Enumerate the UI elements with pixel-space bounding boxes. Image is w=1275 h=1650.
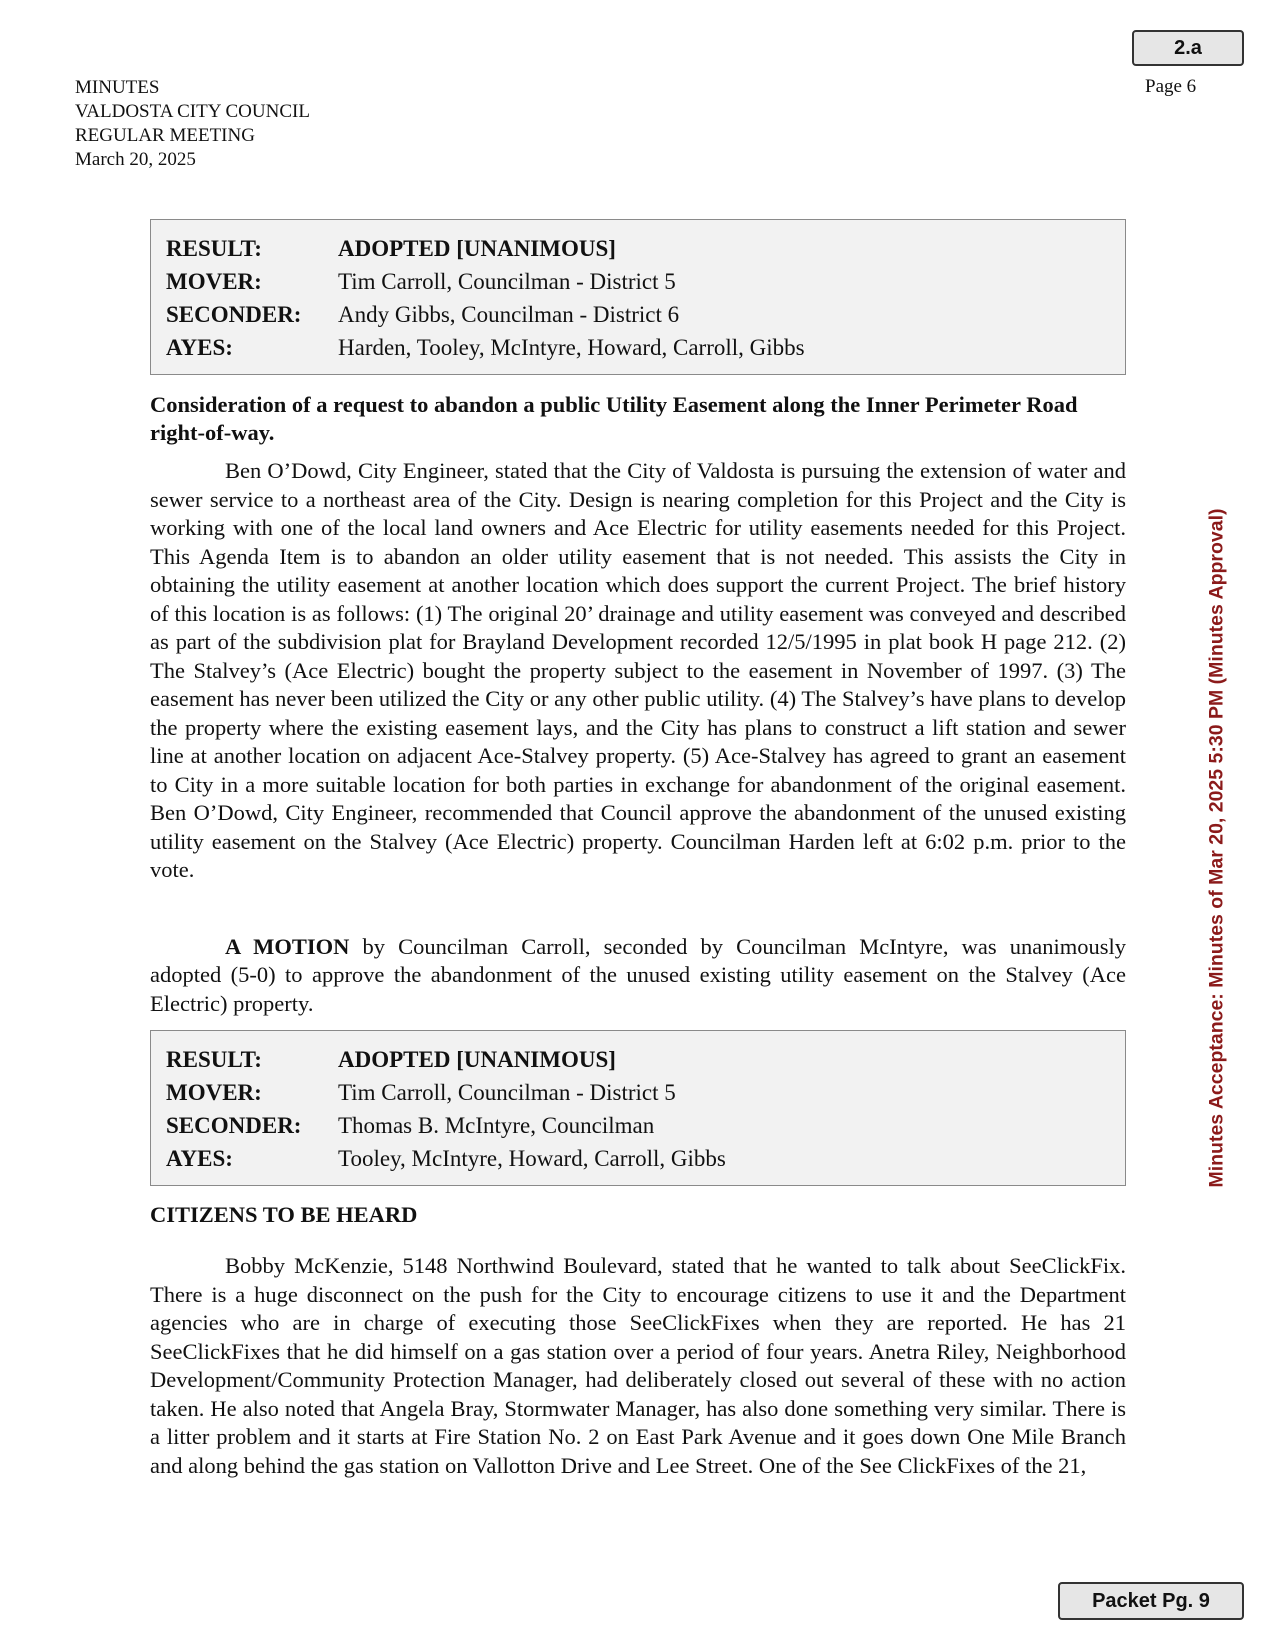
seconder-label: SECONDER: bbox=[166, 1113, 302, 1138]
vote-row-result bbox=[166, 1043, 1110, 1076]
motion-lead: A MOTION bbox=[225, 933, 350, 959]
item-discussion-paragraph: Ben O’Dowd, City Engineer, stated that the City of Valdosta is pursuing the extension of water and sewer service to a northeast area of the City. Design is nearing completion for this Project and the City is working with one of the local land owners and Ace Electric for utility easements needed for this Project. This Agenda Item is to abandon an older utility easement that is not needed. This assists the City in obtaining the utility easement at another location which does support the current Project. The brief history of this location is as follows: (1) The original 20’ drainage and utility easement was conveyed and described as part of the subdivision plat for Brayland Development recorded 12/5/1995 in plat book H page 212. (2) The Stalvey’s (Ace Electric) bought the property subject to the easement in November of 1997. (3) The easement has never been utilized the City or any other public utility. (4) The Stalvey’s have plans to develop the property where the existing easement lays, and the City has plans to construct a lift station and sewer line at another location on adjacent Ace-Stalvey property. (5) Ace-Stalvey has agreed to grant an easement to City in a more suitable location for both parties in exchange for abandonment of the original easement. Ben O’Dowd, City Engineer, recommended that Council approve the abandonment of the unused existing utility easement on the Stalvey (Ace Electric) property. Councilman Harden left at 6:02 p.m. prior to the vote. bbox=[150, 458, 1126, 882]
vote-row-result bbox=[166, 232, 1110, 265]
ayes-label: AYES: bbox=[166, 335, 233, 360]
seconder-value: Andy Gibbs, Councilman - District 6 bbox=[338, 302, 680, 327]
result-value: ADOPTED [UNANIMOUS] bbox=[338, 1047, 616, 1072]
header-line-council: VALDOSTA CITY COUNCIL bbox=[75, 101, 310, 122]
ayes-value: Harden, Tooley, McIntyre, Howard, Carroll, Gibbs bbox=[338, 335, 805, 360]
packet-page-label: Packet Pg. 9 bbox=[1058, 1582, 1244, 1620]
agenda-item-tag: 2.a bbox=[1132, 30, 1244, 66]
page-number: Page 6 bbox=[1145, 76, 1197, 97]
ayes-value: Tooley, McIntyre, Howard, Carroll, Gibbs bbox=[338, 1146, 726, 1171]
mover-label: MOVER: bbox=[166, 1080, 262, 1105]
mover-value: Tim Carroll, Councilman - District 5 bbox=[338, 269, 676, 294]
result-value: ADOPTED [UNANIMOUS] bbox=[338, 236, 616, 261]
seconder-label: SECONDER: bbox=[166, 302, 302, 327]
vote-row-mover bbox=[166, 1076, 1110, 1109]
side-banner: Minutes Acceptance: Minutes of Mar 20, 2025 5:30 PM (Minutes Approval) bbox=[1205, 508, 1228, 1188]
agenda-item-title: Consideration of a request to abandon a public Utility Easement along the Inner Perimeter Road right-of-way. bbox=[150, 392, 1078, 445]
header-date: March 20, 2025 bbox=[75, 149, 196, 170]
vote-row-ayes bbox=[166, 1142, 1110, 1175]
result-label: RESULT: bbox=[166, 236, 262, 261]
vote-row-seconder bbox=[166, 1109, 1110, 1142]
motion-paragraph bbox=[150, 933, 1126, 1019]
motion-text: by Councilman Carroll, seconded by Councilman McIntyre, was unanimously adopted (5-0) to approve the abandonment of the unused existing utility easement on the Stalvey (Ace Electric) property. bbox=[150, 933, 1126, 1016]
vote-result-box bbox=[150, 1030, 1126, 1186]
document-body bbox=[150, 219, 1126, 1480]
seconder-value: Thomas B. McIntyre, Councilman bbox=[338, 1113, 655, 1138]
citizens-paragraph: Bobby McKenzie, 5148 Northwind Boulevard, stated that he wanted to talk about SeeClickFix. There is a huge disconnect on the push for the City to encourage citizens to use it and the Department agencies who are in charge of executing those SeeClickFixes when they are reported. He has 21 SeeClickFixes that he did himself on a gas station over a period of four years. Anetra Riley, Neighborhood Development/Community Protection Manager, had deliberately closed out several of these with no action taken. He also noted that Angela Bray, Stormwater Manager, has also done something very similar. There is a litter problem and it starts at Fire Station No. 2 on East Park Avenue and it goes down One Mile Branch and along behind the gas station on Vallotton Drive and Lee Street. One of the See ClickFixes of the 21, bbox=[150, 1253, 1126, 1478]
document-header bbox=[75, 76, 310, 172]
vote-row-ayes bbox=[166, 331, 1110, 364]
mover-label: MOVER: bbox=[166, 269, 262, 294]
header-line-meeting: REGULAR MEETING bbox=[75, 125, 255, 146]
result-label: RESULT: bbox=[166, 1047, 262, 1072]
vote-row-mover bbox=[166, 265, 1110, 298]
section-heading-citizens: CITIZENS TO BE HEARD bbox=[150, 1202, 418, 1227]
vote-row-seconder bbox=[166, 298, 1110, 331]
vote-result-box bbox=[150, 219, 1126, 375]
ayes-label: AYES: bbox=[166, 1146, 233, 1171]
header-line-minutes: MINUTES bbox=[75, 77, 160, 98]
mover-value: Tim Carroll, Councilman - District 5 bbox=[338, 1080, 676, 1105]
